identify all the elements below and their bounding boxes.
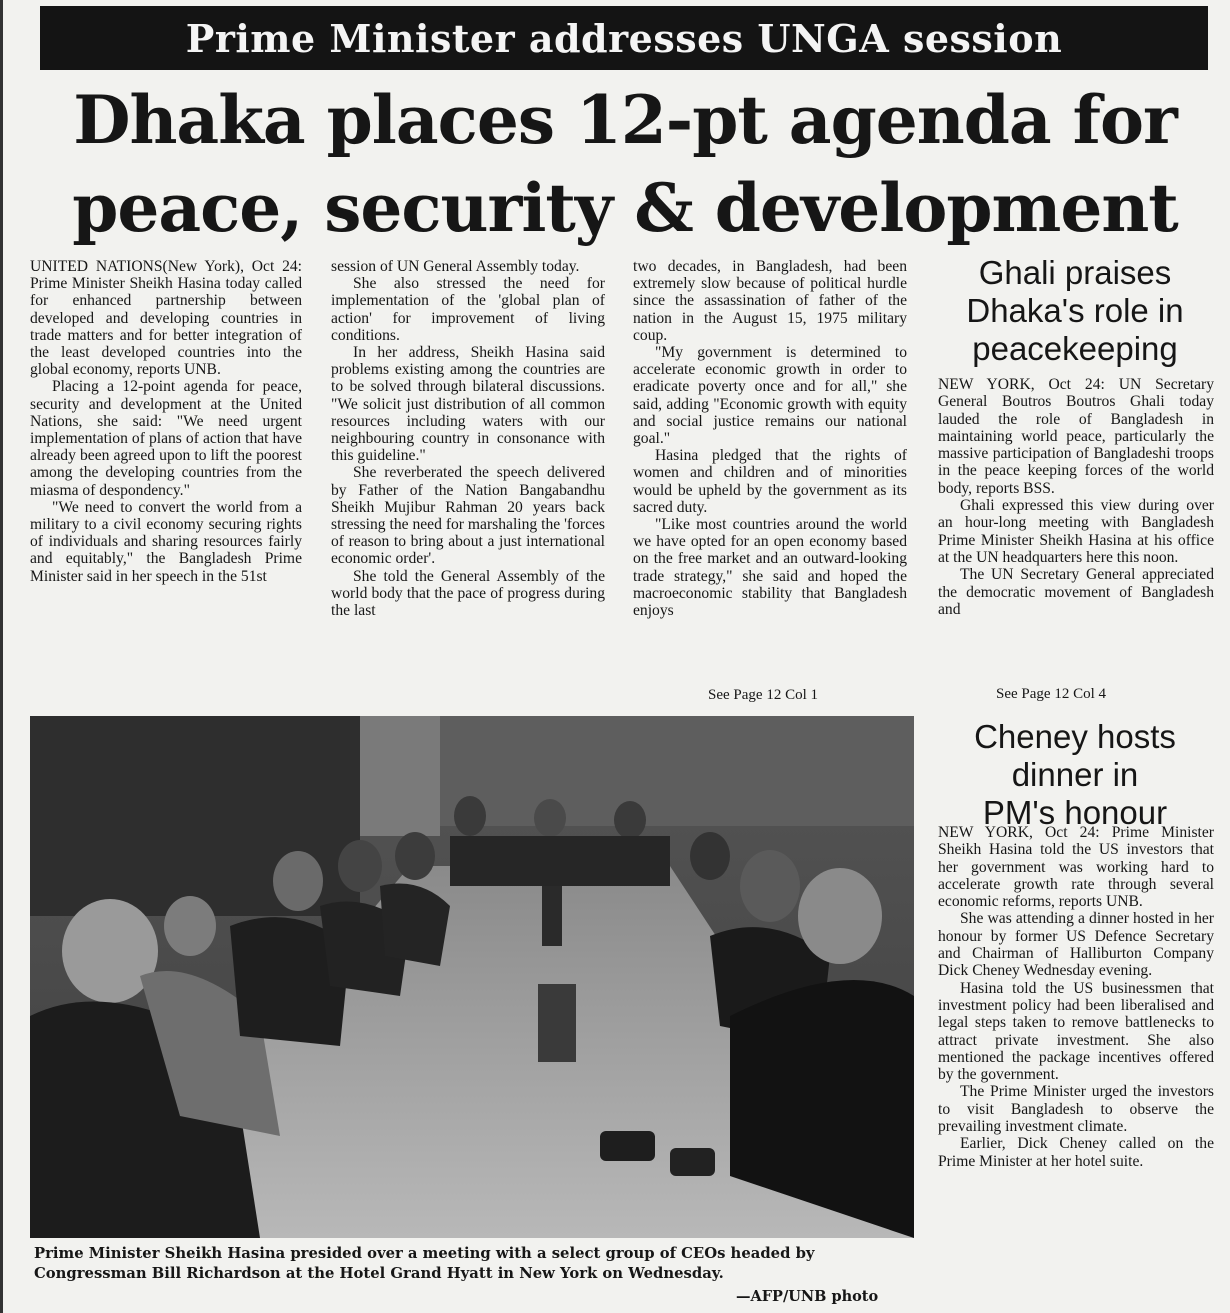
headline-line-1: Dhaka places 12-pt agenda for [73, 81, 1177, 159]
side-headline-line: Cheney hosts [974, 718, 1176, 755]
side-story-headline [936, 254, 1214, 368]
article-paragraph: She also stressed the need for implementation of the 'global plan of action' for improvement of living conditions. [331, 275, 605, 344]
article-paragraph: Hasina told the US businessmen that investment policy had been liberalised and legal steps taken to remove battlenecks to attract private investment. She also mentioned the package incentives offered by the government. [938, 979, 1214, 1084]
side-headline-line: Dhaka's role in [966, 292, 1184, 329]
article-paragraph: Placing a 12-point agenda for peace, security and development at the United Nations, she said: "We need urgent implementation of plans of action that have already been agreed upon to lift the poorest among the developing countries from the miasma of despondency." [30, 378, 302, 499]
side-headline-line: dinner in [1011, 756, 1139, 793]
article-paragraph: "We need to convert the world from a military to a civil economy securing rights of individuals and sharing resources fairly and equitably," the Bangladesh Prime Minister said in her speech in the 51st [30, 498, 302, 585]
photo-credit: —AFP/UNB photo [736, 1288, 879, 1305]
article-paragraph: Earlier, Dick Cheney called on the Prime Minister at her hotel suite. [938, 1135, 1214, 1170]
article-paragraph: The Prime Minister urged the investors to visit Bangladesh to observe the prevailing investment climate. [938, 1083, 1214, 1136]
article-paragraph: She was attending a dinner hosted in her honour by former US Defence Secretary and Chairman of Halliburton Company Dick Cheney Wednesday evening. [938, 910, 1214, 980]
side-headline-line: Ghali praises [978, 254, 1172, 291]
photo-caption: Prime Minister Sheikh Hasina presided over a meeting with a select group of CEOs headed by Congressman Bill Richardson at the Hotel Grand Hyatt in New York on Wednesday. [34, 1245, 815, 1282]
article-paragraph: In her address, Sheikh Hasina said problems existing among the countries are to be solved through bilateral discussions. "We solicit just distribution of all common resources including waters with our neighbouring country in consonance with this guideline." [331, 344, 605, 465]
article-paragraph: UNITED NATIONS(New York), Oct 24: Prime Minister Sheikh Hasina today called for enhanced partnership between developed and developing countries in trade matters and for better integration of the least developed countries into the global economy, reports UNB. [30, 258, 302, 379]
article-paragraph: "Like most countries around the world we have opted for an open economy based on the free market and an outward-looking trade strategy," she said and hoped the macroeconomic stability that Bangladesh enjoys [633, 516, 907, 620]
main-headline [30, 76, 1220, 252]
see-page-reference: See Page 12 Col 4 [996, 686, 1106, 702]
meeting-photo [30, 716, 914, 1238]
article-column-1 [30, 258, 302, 708]
photo-illustration [30, 716, 914, 1238]
article-paragraph: Ghali expressed this view during over an hour-long meeting with Bangladesh Prime Minister Sheikh Hasina at his office at the UN headquarters here this noon. [938, 497, 1214, 566]
article-paragraph: She told the General Assembly of the world body that the pace of progress during the last [331, 567, 605, 620]
article-paragraph: The UN Secretary General appreciated the democratic movement of Bangladesh and [938, 566, 1214, 618]
article-paragraph: She reverberated the speech delivered by Father of the Nation Bangabandhu Sheikh Mujibur Rahman 20 years back stressing the need for marshaling the 'forces of reason to bring about a just international economic order'. [331, 464, 605, 568]
headline-line-2: peace, security & development [72, 169, 1178, 247]
page-edge-rule [0, 0, 3, 1313]
article-paragraph: session of UN General Assembly today. [331, 258, 580, 275]
see-page-reference: See Page 12 Col 1 [708, 687, 818, 703]
article-column-2 [331, 258, 605, 708]
side-headline-line: peacekeeping [972, 330, 1178, 367]
article-paragraph: two decades, in Bangladesh, had been extremely slow because of political hurdle since the assassination of father of the nation in the August 15, 1975 military coup. [633, 258, 907, 344]
side-story-body [938, 376, 1214, 684]
article-paragraph: Hasina pledged that the rights of women and children and of minorities would be upheld by the government as its sacred duty. [633, 447, 907, 516]
side-story-headline [936, 718, 1214, 832]
side-headline-line: PM's honour [982, 794, 1168, 831]
section-banner: Prime Minister addresses UNGA session [40, 6, 1208, 70]
side-story-body [938, 824, 1214, 1308]
article-column-3 [633, 258, 907, 686]
article-paragraph: NEW YORK, Oct 24: Prime Minister Sheikh Hasina told the US investors that her government was working hard to accelerate growth rate through several economic reforms, reports UNB. [938, 824, 1214, 911]
article-paragraph: NEW YORK, Oct 24: UN Secretary General Boutros Boutros Ghali today lauded the role of Bangladesh in maintaining world peace, particularly the massive participation of Bangladeshi troops in the peace keeping forces of the world body, reports BSS. [938, 376, 1214, 497]
article-paragraph: "My government is determined to accelerate economic growth in order to eradicate poverty once and for all," she said, adding "Economic growth with equity and social justice remains our national goal." [633, 344, 907, 448]
